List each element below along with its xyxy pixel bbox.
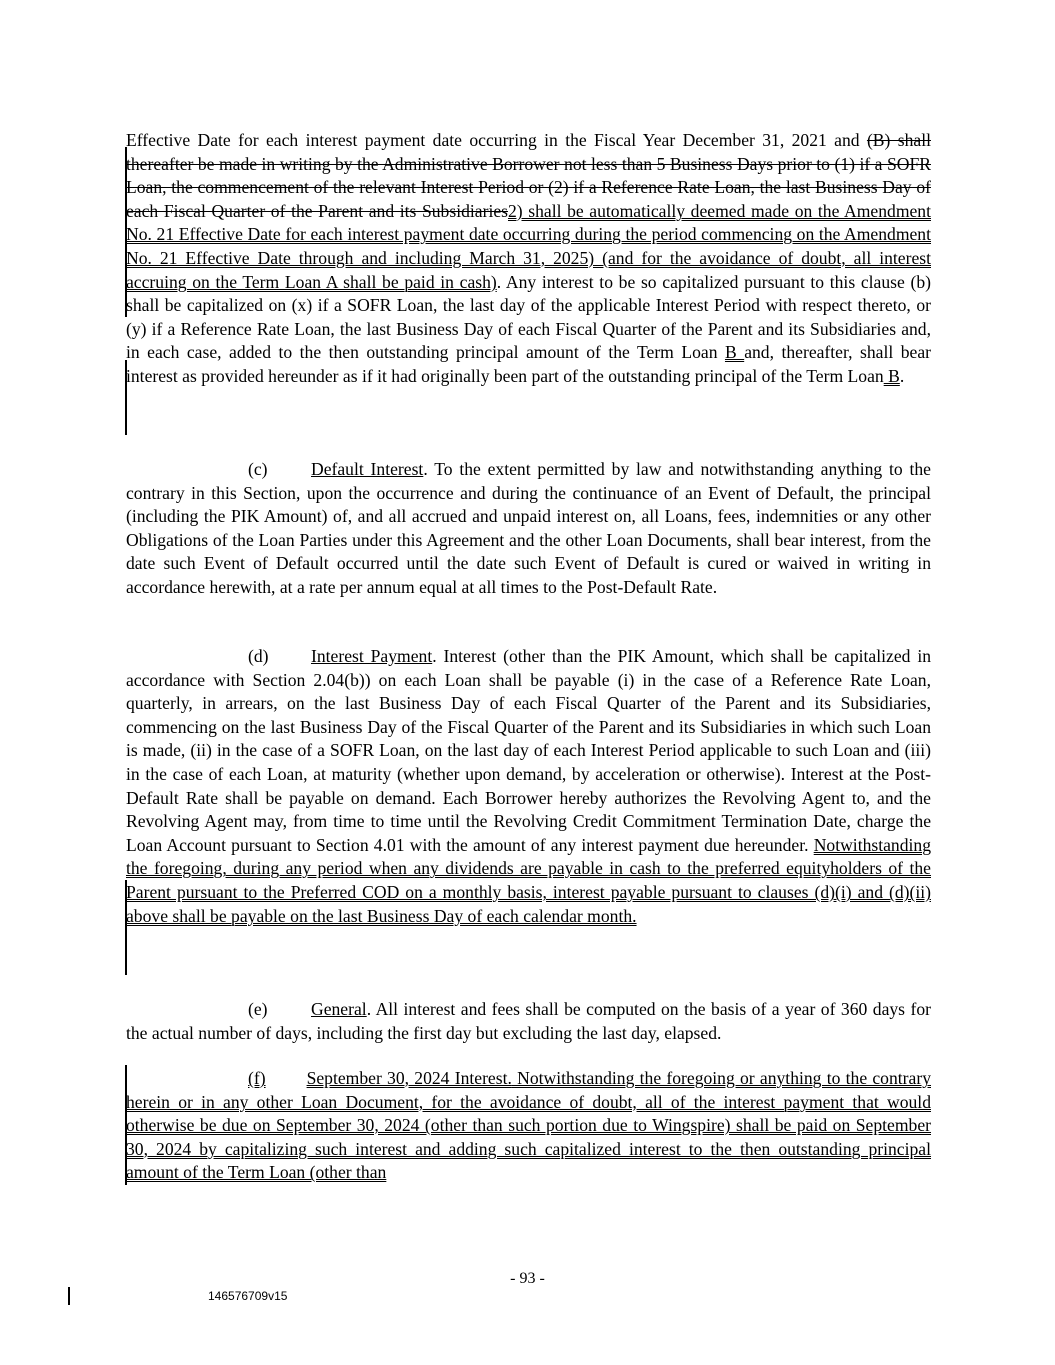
section-c-heading: Default Interest [311, 459, 424, 479]
inserted-text: Notwithstanding the foregoing, during any period when any dividends are payable in cash to the preferred equityholders of the Parent pursuant to the Preferred COD on a monthly basis, interest payable pursuant to clauses (d)(i) and (d)(ii) above shall be payable on the last Business Day of each calendar month. [126, 834, 931, 926]
section-b-text: . Any interest to be so capitalized pursuant to this clause (b) shall be capitalized on (x) if a SOFR Loan, the last day of the applicable Interest Period with respect thereto, or (y) if a Reference Rate Loan, the last Business Day of each Fiscal Quarter of the Parent and its Subsidiaries and, in each case, added to the then outstanding principal amount of the Term Loan [126, 271, 931, 363]
inserted-text: B [883, 365, 900, 386]
page-number: - 93 - [510, 1270, 545, 1287]
section-c-body: . To the extent permitted by law and notwithstanding anything to the contrary in this Section, upon the occurrence and during the continuance of an Event of Default, the principal (including the PIK Amount) of, and all accrued and unpaid interest on, all Loans, fees, indemnities or any other Obligations of the Loan Parties under this Agreement and the other Loan Documents, shall bear interest, from the date such Event of Default occurred until the date such Event of Default is cured or waived in writing in accordance herewith, at a rate per annum equal at all times to the Post-Default Rate. [126, 459, 931, 597]
section-c-paragraph [126, 458, 931, 600]
deleted-text: (B) shall thereafter be made in writing by the Administrative Borrower not less than 5 Business Days prior to (1) if a SOFR Loan, the commencement of the relevant Interest Period or (2) if a Reference Rate Loan, the last Business Day of each Fiscal Quarter of the Parent and its Subsidiaries [126, 130, 931, 221]
section-e-paragraph [126, 998, 931, 1045]
inserted-text: B [724, 342, 745, 363]
section-d-paragraph [126, 645, 931, 928]
section-d-heading: Interest Payment [311, 646, 433, 666]
section-c-label: (c) [248, 459, 268, 479]
inserted-text: 2) shall be automatically deemed made on the Amendment No. 21 Effective Date for each interest payment date occurring during the period commencing on the Amendment No. 21 Effective Date through and including March 31, 2025) (and for the avoidance of doubt, all interest accruing on the Term Loan A shall be paid in cash) [126, 200, 931, 292]
section-e-label: (e) [248, 999, 268, 1019]
document-id: 146576709v15 [208, 1289, 288, 1303]
section-b-paragraph [126, 129, 931, 389]
section-f-paragraph [126, 1067, 931, 1185]
inserted-text: Notwithstanding the foregoing or anything to the contrary herein or in any other Loan Document, for the avoidance of doubt, all of the interest payment that would otherwise be due on September 30, 2024 (other than such portion due to Wingspire) shall be paid on September 30, 2024 by capitalizing such interest and adding such capitalized interest to the then outstanding principal amount of the Term Loan (other than [126, 1068, 931, 1183]
section-b-text: Effective Date for each interest payment date occurring in the Fiscal Year December 31, 2021 and [126, 130, 867, 150]
section-e-body: . All interest and fees shall be computed on the basis of a year of 360 days for the actual number of days, including the first day but excluding the last day, elapsed. [126, 999, 931, 1043]
section-e-heading: General [311, 999, 367, 1019]
section-d-body: . Interest (other than the PIK Amount, which shall be capitalized in accordance with Section 2.04(b)) on each Loan shall be payable (i) in the case of a Reference Rate Loan, quarterly, in arrears, on the last Business Day of each Fiscal Quarter of the Parent and its Subsidiaries, commencing on the last Business Day of the Fiscal Quarter of the Parent and its Subsidiaries in which such Loan is made, (ii) in the case of a SOFR Loan, on the last day of each Interest Period applicable to such Loan and (iii) in the case of each Loan, at maturity (whether upon demand, by acceleration or otherwise). Interest at the Post-Default Rate shall be payable on demand. Each Borrower hereby authorizes the Revolving Agent to, and the Revolving Agent may, from time to time until the Revolving Credit Commitment Termination Date, charge the Loan Account pursuant to Section 4.01 with the amount of any interest payment due hereunder. [126, 646, 932, 855]
change-bar [68, 1287, 70, 1305]
section-d-label: (d) [248, 646, 269, 666]
section-b-text: . [899, 365, 905, 386]
section-b-text: and, thereafter, shall bear interest as provided hereunder as if it had originally been part of the outstanding principal of the Term Loan [126, 342, 931, 386]
section-f-label: (f) [248, 1068, 266, 1088]
section-f-heading: September 30, 2024 Interest. [306, 1068, 512, 1088]
